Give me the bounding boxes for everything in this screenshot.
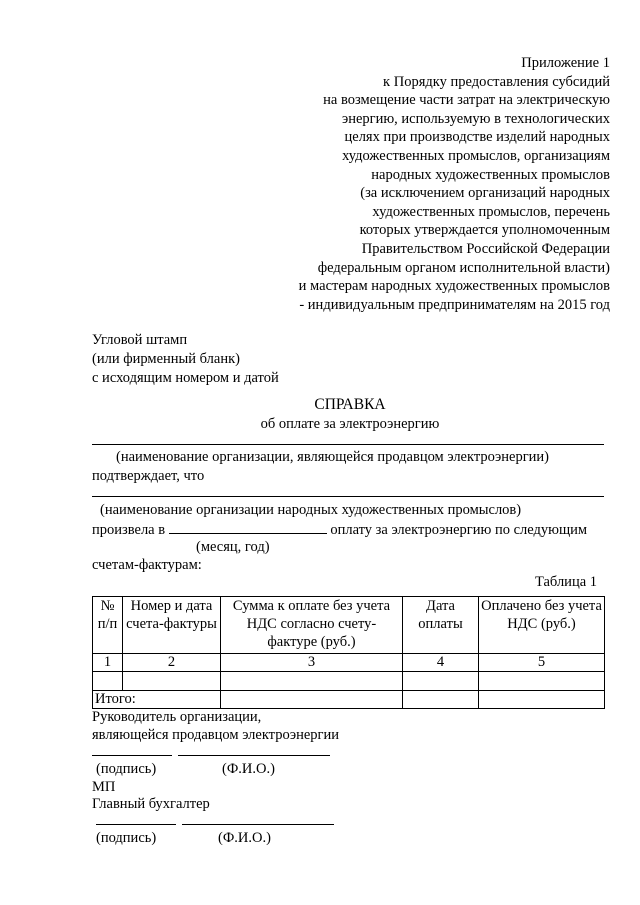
table-row: [93, 672, 605, 691]
column-number-row: [93, 654, 605, 672]
invoices-label: счетам-фактурам:: [92, 557, 202, 573]
head-signature-hint: (подпись): [96, 761, 157, 777]
head-signature-blank: [92, 755, 172, 756]
stamp-line: с исходящим номером и датой: [92, 370, 279, 386]
payment-suffix: оплату за электроэнергию по следующим: [330, 522, 588, 538]
table-cell: [479, 672, 605, 691]
month-year-hint: (месяц, год): [196, 539, 270, 555]
total-row: [93, 691, 605, 709]
accountant-signature-hint: (подпись): [96, 830, 157, 846]
accountant-name-hint: (Ф.И.О.): [218, 830, 271, 846]
total-label: Итого:: [93, 691, 221, 709]
seller-name-blank: [92, 444, 604, 445]
accountant-signature-blank: [96, 824, 176, 825]
appendix-header: [260, 54, 610, 314]
confirms-text: подтверждает, что: [92, 468, 205, 484]
appendix-line: федеральным органом исполнительной власти): [317, 259, 610, 276]
table-caption: Таблица 1: [535, 574, 598, 590]
appendix-line: энергию, используемую в технологических: [341, 110, 610, 127]
stamp-line: Угловой штамп: [92, 332, 188, 348]
table-cell: [403, 691, 479, 709]
buyer-name-blank: [92, 496, 604, 497]
header-cell: № п/п: [93, 597, 123, 654]
month-blank: [169, 520, 327, 534]
table-cell: [123, 672, 221, 691]
header-cell: Дата оплаты: [403, 597, 479, 654]
buyer-name-hint: (наименование организации народных художественных промыслов): [100, 502, 522, 518]
table-cell: [221, 672, 403, 691]
header-cell: Сумма к оплате без учета НДС согласно счету-фактуре (руб.): [221, 597, 403, 654]
document-subtitle: об оплате за электроэнергию: [260, 416, 440, 432]
appendix-line: народных художественных промыслов: [371, 166, 610, 183]
appendix-line: художественных промыслов, организациям: [342, 147, 610, 164]
column-number: 1: [93, 654, 123, 672]
column-number: 3: [221, 654, 403, 672]
appendix-line: Правительством Российской Федерации: [361, 240, 610, 257]
payments-table: [92, 596, 605, 709]
appendix-line: которых утверждается уполномоченным: [359, 222, 610, 239]
document-title: СПРАВКА: [314, 396, 386, 413]
head-name-hint: (Ф.И.О.): [222, 761, 275, 777]
head-title-line2: являющейся продавцом электроэнергии: [92, 727, 340, 743]
accountant-title: Главный бухгалтер: [92, 796, 210, 812]
payment-sentence: [92, 520, 587, 539]
header-cell: Оплачено без учета НДС (руб.): [479, 597, 605, 654]
table-cell: [93, 672, 123, 691]
appendix-line: Приложение 1: [521, 55, 610, 71]
appendix-line: к Порядку предоставления субсидий: [383, 73, 610, 90]
appendix-line: на возмещение части затрат на электрическую: [323, 92, 610, 109]
column-number: 2: [123, 654, 221, 672]
appendix-line: художественных промыслов, перечень: [372, 203, 610, 220]
table-cell: [221, 691, 403, 709]
stamp-line: (или фирменный бланк): [92, 351, 240, 367]
table-header-row: [93, 597, 605, 654]
payment-prefix: произвела в: [92, 522, 166, 538]
appendix-line: и мастерам народных художественных промыслов: [298, 278, 610, 295]
column-number: 5: [479, 654, 605, 672]
accountant-name-blank: [182, 824, 334, 825]
appendix-line: - индивидуальным предпринимателям на 2015 год: [299, 296, 610, 313]
header-cell: Номер и дата счета-фактуры: [123, 597, 221, 654]
column-number: 4: [403, 654, 479, 672]
table-cell: [479, 691, 605, 709]
appendix-line: целях при производстве изделий народных: [344, 129, 610, 146]
head-title-line1: Руководитель организации,: [92, 709, 262, 725]
seal-mark: МП: [92, 779, 116, 795]
table-cell: [403, 672, 479, 691]
appendix-line: (за исключением организаций народных: [360, 185, 610, 202]
head-name-blank: [178, 755, 330, 756]
seller-name-hint: (наименование организации, являющейся продавцом электроэнергии): [116, 449, 550, 465]
corner-stamp-note: [92, 331, 279, 388]
